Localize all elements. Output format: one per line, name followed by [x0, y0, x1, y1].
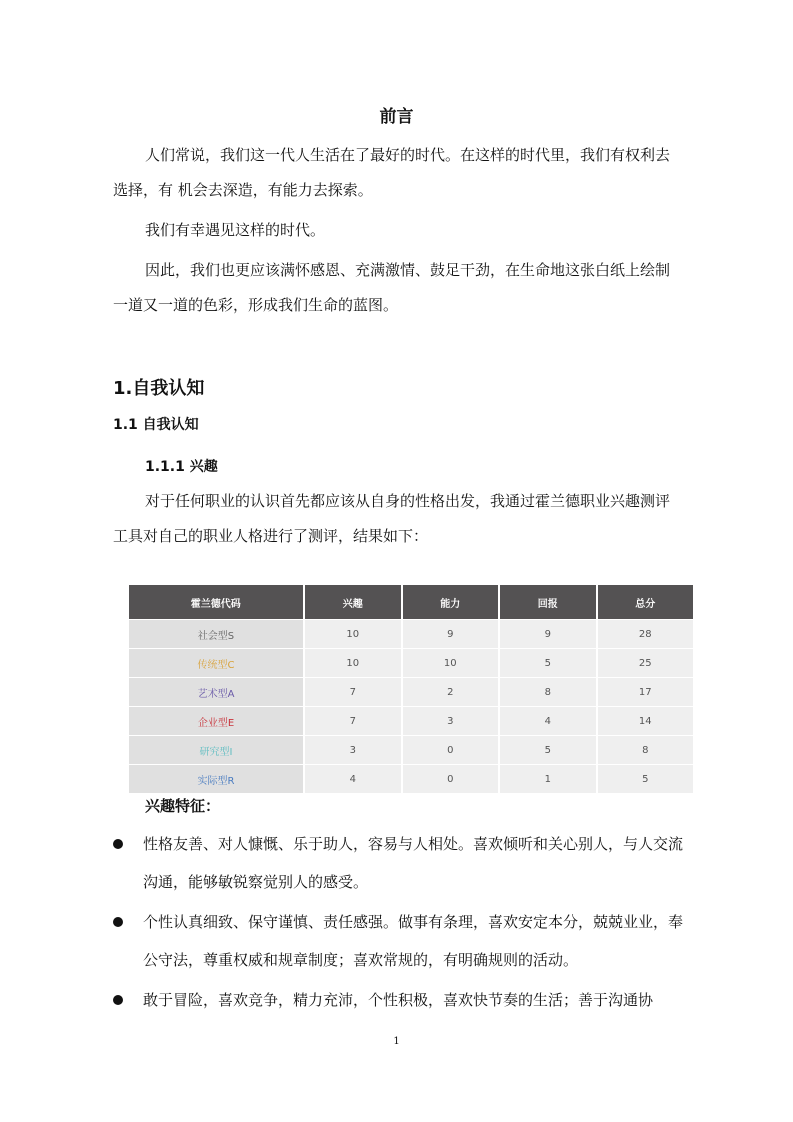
value-cell: 0 — [402, 765, 500, 794]
bullet-icon — [113, 839, 123, 849]
list-item-text: 个性认真细致、保守谨慎、责任感强。做事有条理，喜欢安定本分，兢兢业业，奉公守法，尊重权威和规章制度；喜欢常规的，有明确规则的活动。 — [143, 913, 684, 969]
column-header: 总分 — [597, 585, 695, 620]
type-cell: 实际型R — [129, 765, 305, 794]
table-row — [129, 736, 695, 765]
column-header: 能力 — [402, 585, 500, 620]
value-cell: 8 — [597, 736, 695, 765]
value-cell: 14 — [597, 707, 695, 736]
value-cell: 5 — [597, 765, 695, 794]
holland-table — [128, 585, 695, 794]
heading-1: 1.自我认知 — [113, 378, 205, 399]
value-cell: 25 — [597, 649, 695, 678]
preface-paragraph: 人们常说，我们这一代人生活在了最好的时代。在这样的时代里，我们有权利去选择，有 机会去深造，有能力去探索。 — [113, 146, 671, 199]
value-cell: 5 — [499, 736, 597, 765]
list-item — [113, 981, 688, 1019]
value-cell: 3 — [304, 736, 402, 765]
value-cell: 10 — [304, 620, 402, 649]
value-cell: 3 — [402, 707, 500, 736]
table-row — [129, 765, 695, 794]
type-cell: 社会型S — [129, 620, 305, 649]
value-cell: 2 — [402, 678, 500, 707]
page-number: 1 — [393, 1036, 400, 1047]
table-row — [129, 678, 695, 707]
value-cell: 7 — [304, 707, 402, 736]
value-cell: 9 — [499, 620, 597, 649]
intro-paragraph: 对于任何职业的认识首先都应该从自身的性格出发，我通过霍兰德职业兴趣测评工具对自己的职业人格进行了测评，结果如下： — [113, 492, 671, 545]
list-item-text: 敢于冒险，喜欢竞争，精力充沛，个性积极，喜欢快节奏的生活；善于沟通协 — [143, 991, 654, 1009]
list-item — [113, 825, 688, 901]
preface-paragraph: 因此，我们也更应该满怀感恩、充满激情、鼓足干劲，在生命地这张白纸上绘制一道又一道的色彩，形成我们生命的蓝图。 — [113, 261, 671, 314]
bullet-icon — [113, 995, 123, 1005]
type-cell: 艺术型A — [129, 678, 305, 707]
list-item-text: 性格友善、对人慷慨、乐于助人，容易与人相处。喜欢倾听和关心别人，与人交流沟通，能够敏锐察觉别人的感受。 — [143, 835, 684, 891]
list-item — [113, 903, 688, 979]
page-title: 前言 — [379, 107, 414, 127]
value-cell: 7 — [304, 678, 402, 707]
heading-3: 1.1.1 兴趣 — [145, 459, 218, 475]
value-cell: 10 — [402, 649, 500, 678]
type-cell: 研究型I — [129, 736, 305, 765]
value-cell: 5 — [499, 649, 597, 678]
type-cell: 企业型E — [129, 707, 305, 736]
heading-2: 1.1 自我认知 — [113, 417, 199, 433]
features-title: 兴趣特征： — [145, 797, 221, 815]
value-cell: 9 — [402, 620, 500, 649]
value-cell: 1 — [499, 765, 597, 794]
value-cell: 17 — [597, 678, 695, 707]
table-header-row — [129, 585, 695, 620]
table-row — [129, 620, 695, 649]
value-cell: 10 — [304, 649, 402, 678]
value-cell: 0 — [402, 736, 500, 765]
value-cell: 4 — [499, 707, 597, 736]
column-header: 兴趣 — [304, 585, 402, 620]
value-cell: 8 — [499, 678, 597, 707]
table-row — [129, 649, 695, 678]
table-row — [129, 707, 695, 736]
bullet-icon — [113, 917, 123, 927]
value-cell: 28 — [597, 620, 695, 649]
type-cell: 传统型C — [129, 649, 305, 678]
value-cell: 4 — [304, 765, 402, 794]
preface-paragraph: 我们有幸遇见这样的时代。 — [145, 221, 326, 239]
column-header: 回报 — [499, 585, 597, 620]
column-header: 霍兰德代码 — [129, 585, 305, 620]
